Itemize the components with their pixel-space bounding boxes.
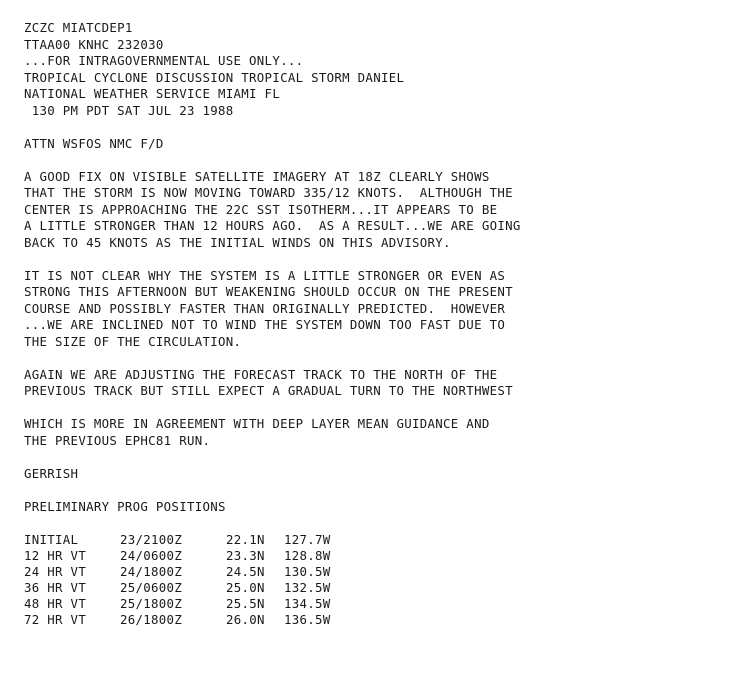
attn-line: ATTN WSFOS NMC F/D [24,135,164,151]
table-row [24,548,724,564]
position-lon: 132.5W [284,579,331,595]
table-row [24,612,724,628]
paragraph-3 [24,367,724,400]
table-row [24,580,724,596]
text-line: ...WE ARE INCLINED NOT TO WIND THE SYSTEM DOWN TOO FAST DUE TO [24,317,506,332]
paragraph-4 [24,416,724,449]
header-line: NATIONAL WEATHER SERVICE MIAMI FL [24,86,281,101]
position-time: 24/0600Z [120,547,183,563]
text-line: PREVIOUS TRACK BUT STILL EXPECT A GRADUAL TURN TO THE NORTHWEST [24,383,513,398]
position-label: 36 HR VT [24,579,87,595]
position-label: 48 HR VT [24,595,87,611]
position-label: INITIAL [24,531,79,547]
table-row [24,596,724,612]
table-row [24,564,724,580]
text-line: IT IS NOT CLEAR WHY THE SYSTEM IS A LITTLE STRONGER OR EVEN AS [24,267,506,283]
position-label: 12 HR VT [24,547,87,563]
position-label: 24 HR VT [24,563,87,579]
position-time: 25/0600Z [120,579,183,595]
header-line: 130 PM PDT SAT JUL 23 1988 [24,102,234,118]
positions-title: PRELIMINARY PROG POSITIONS [24,498,226,514]
position-lat: 24.5N [226,563,265,579]
text-line: WHICH IS MORE IN AGREEMENT WITH DEEP LAYER MEAN GUIDANCE AND [24,416,490,431]
text-line: BACK TO 45 KNOTS AS THE INITIAL WINDS ON THIS ADVISORY. [24,234,451,250]
position-lat: 25.0N [226,579,265,595]
position-lon: 134.5W [284,595,331,611]
header-block [24,20,724,119]
text-line: STRONG THIS AFTERNOON BUT WEAKENING SHOULD OCCUR ON THE PRESENT [24,284,513,299]
position-label: 72 HR VT [24,611,87,627]
signature: GERRISH [24,465,79,481]
discussion-document [24,20,724,628]
table-row [24,532,724,548]
text-line: A GOOD FIX ON VISIBLE SATELLITE IMAGERY AT 18Z CLEARLY SHOWS [24,168,490,184]
position-lat: 25.5N [226,595,265,611]
position-lon: 136.5W [284,611,331,627]
text-line: CENTER IS APPROACHING THE 22C SST ISOTHERM...IT APPEARS TO BE [24,201,498,217]
position-lat: 23.3N [226,547,265,563]
header-line: TTAA00 KNHC 232030 [24,36,164,52]
position-lon: 128.8W [284,547,331,563]
text-line: COURSE AND POSSIBLY FASTER THAN ORIGINALLY PREDICTED. HOWEVER [24,300,506,316]
position-time: 24/1800Z [120,563,183,579]
text-line: AGAIN WE ARE ADJUSTING THE FORECAST TRACK TO THE NORTH OF THE [24,366,498,382]
header-line: ...FOR INTRAGOVERNMENTAL USE ONLY... [24,53,304,68]
positions-table [24,532,724,628]
position-time: 25/1800Z [120,595,183,611]
text-line: THE SIZE OF THE CIRCULATION. [24,333,242,349]
header-line: ZCZC MIATCDEP1 [24,20,133,35]
text-line: A LITTLE STRONGER THAN 12 HOURS AGO. AS A RESULT...WE ARE GOING [24,218,521,233]
position-lon: 127.7W [284,531,331,547]
header-line: TROPICAL CYCLONE DISCUSSION TROPICAL STORM DANIEL [24,69,405,85]
position-lat: 22.1N [226,531,265,547]
paragraph-2 [24,268,724,351]
position-time: 26/1800Z [120,611,183,627]
text-line: THE PREVIOUS EPHC81 RUN. [24,432,211,448]
position-time: 23/2100Z [120,531,183,547]
position-lat: 26.0N [226,611,265,627]
position-lon: 130.5W [284,563,331,579]
paragraph-1 [24,169,724,252]
text-line: THAT THE STORM IS NOW MOVING TOWARD 335/12 KNOTS. ALTHOUGH THE [24,185,513,200]
